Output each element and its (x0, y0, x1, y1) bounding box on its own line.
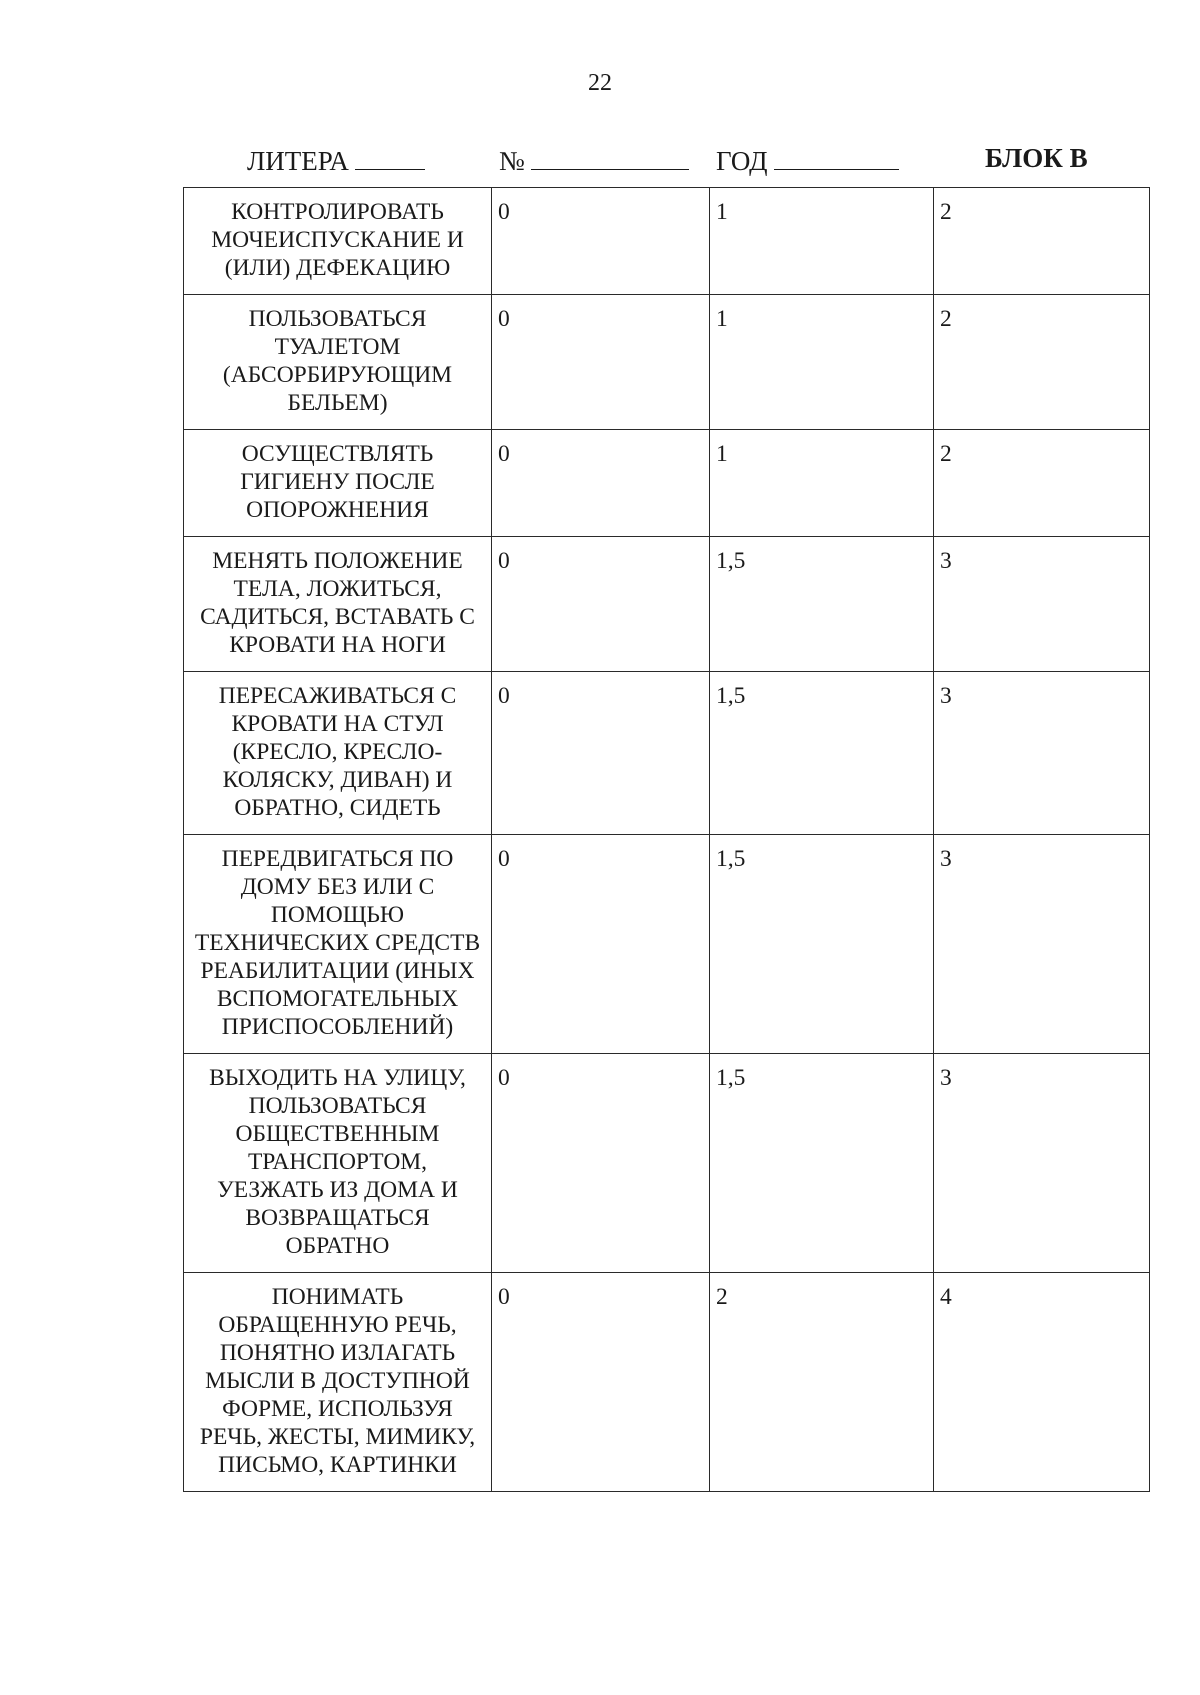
score-cell: 2 (934, 188, 1150, 295)
activity-line: КРОВАТИ НА СТУЛ (231, 711, 444, 737)
score-cell: 1 (710, 295, 934, 430)
score-cell: 0 (492, 537, 710, 672)
assessment-table (183, 187, 1150, 1492)
activity-line: ПОЛЬЗОВАТЬСЯ (248, 306, 427, 332)
score-cell: 2 (710, 1273, 934, 1492)
page-number: 22 (588, 70, 612, 96)
block-label: БЛОК В (985, 143, 1088, 173)
number-field (499, 143, 689, 177)
score-cell: 1 (710, 430, 934, 537)
form-header (0, 143, 1200, 177)
activity-line: МОЧЕИСПУСКАНИЕ И (211, 227, 464, 253)
activity-line: (АБСОРБИРУЮЩИМ (222, 362, 453, 388)
table-row (184, 1054, 1150, 1273)
table-row (184, 835, 1150, 1054)
activity-line: РЕЧЬ, ЖЕСТЫ, МИМИКУ, (199, 1424, 476, 1450)
score-cell: 3 (934, 672, 1150, 835)
activity-line: ВОЗВРАЩАТЬСЯ (245, 1205, 430, 1231)
score-cell: 0 (492, 430, 710, 537)
activity-line: (КРЕСЛО, КРЕСЛО- (232, 739, 443, 765)
activity-line: ПОМОЩЬЮ (270, 902, 405, 928)
score-cell: 4 (934, 1273, 1150, 1492)
score-cell: 0 (492, 1054, 710, 1273)
activity-cell (184, 537, 492, 672)
score-cell: 2 (934, 295, 1150, 430)
table-row (184, 537, 1150, 672)
score-cell: 0 (492, 835, 710, 1054)
assessment-table-wrap (183, 187, 1149, 1492)
score-cell: 0 (492, 672, 710, 835)
table-row (184, 672, 1150, 835)
activity-line: ОБЩЕСТВЕННЫМ (235, 1121, 440, 1147)
year-field (716, 143, 899, 177)
activity-cell (184, 672, 492, 835)
activity-line: ВЫХОДИТЬ НА УЛИЦУ, (209, 1065, 466, 1091)
score-cell: 3 (934, 835, 1150, 1054)
score-cell: 1,5 (710, 537, 934, 672)
score-cell: 3 (934, 1054, 1150, 1273)
litera-label: ЛИТЕРА (247, 146, 349, 176)
activity-line: ТЕХНИЧЕСКИХ СРЕДСТВ (194, 930, 481, 956)
activity-line: ТРАНСПОРТОМ, (247, 1149, 428, 1175)
litera-blank (355, 143, 425, 170)
activity-line: ОБРАТНО, СИДЕТЬ (234, 795, 441, 821)
activity-line: ПОЛЬЗОВАТЬСЯ (248, 1093, 427, 1119)
activity-line: ОПОРОЖНЕНИЯ (246, 497, 429, 523)
score-cell: 1,5 (710, 1054, 934, 1273)
score-cell: 0 (492, 1273, 710, 1492)
score-cell: 0 (492, 295, 710, 430)
assessment-table-body (184, 188, 1150, 1492)
table-row (184, 430, 1150, 537)
activity-line: ПОНЯТНО ИЗЛАГАТЬ (219, 1340, 456, 1366)
activity-line: ТУАЛЕТОМ (274, 334, 401, 360)
table-row (184, 188, 1150, 295)
score-cell: 2 (934, 430, 1150, 537)
activity-line: МЕНЯТЬ ПОЛОЖЕНИЕ (212, 548, 463, 574)
activity-line: БЕЛЬЕМ) (287, 390, 388, 416)
litera-field (247, 143, 425, 177)
activity-line: (ИЛИ) ДЕФЕКАЦИЮ (224, 255, 451, 281)
activity-line: КРОВАТИ НА НОГИ (229, 632, 446, 658)
activity-line: ФОРМЕ, ИСПОЛЬЗУЯ (222, 1396, 453, 1422)
activity-line: КОЛЯСКУ, ДИВАН) И (222, 767, 453, 793)
score-cell: 0 (492, 188, 710, 295)
activity-line: САДИТЬСЯ, ВСТАВАТЬ С (200, 604, 475, 630)
number-blank (531, 143, 689, 170)
activity-cell (184, 188, 492, 295)
score-cell: 1,5 (710, 672, 934, 835)
activity-cell (184, 835, 492, 1054)
score-cell: 1,5 (710, 835, 934, 1054)
activity-line: ОСУЩЕСТВЛЯТЬ (241, 441, 434, 467)
activity-cell (184, 1273, 492, 1492)
activity-line: РЕАБИЛИТАЦИИ (ИНЫХ (200, 958, 475, 984)
table-row (184, 1273, 1150, 1492)
number-label: № (499, 146, 525, 176)
activity-line: ОБРАТНО (285, 1233, 390, 1259)
activity-line: КОНТРОЛИРОВАТЬ (231, 199, 444, 225)
activity-line: ГИГИЕНУ ПОСЛЕ (240, 469, 435, 495)
activity-line: ОБРАЩЕННУЮ РЕЧЬ, (218, 1312, 457, 1338)
activity-line: УЕЗЖАТЬ ИЗ ДОМА И (217, 1177, 458, 1203)
activity-cell (184, 295, 492, 430)
year-blank (774, 143, 899, 170)
activity-line: ПЕРЕДВИГАТЬСЯ ПО (221, 846, 454, 872)
activity-line: ВСПОМОГАТЕЛЬНЫХ (216, 986, 459, 1012)
score-cell: 3 (934, 537, 1150, 672)
activity-line: ПЕРЕСАЖИВАТЬСЯ С (218, 683, 457, 709)
score-cell: 1 (710, 188, 934, 295)
activity-cell (184, 1054, 492, 1273)
activity-line: МЫСЛИ В ДОСТУПНОЙ (205, 1368, 470, 1394)
activity-cell (184, 430, 492, 537)
activity-line: ПИСЬМО, КАРТИНКИ (218, 1452, 457, 1478)
table-row (184, 295, 1150, 430)
activity-line: ПРИСПОСОБЛЕНИЙ) (221, 1014, 454, 1040)
year-label: ГОД (716, 146, 768, 176)
activity-line: ТЕЛА, ЛОЖИТЬСЯ, (233, 576, 442, 602)
activity-line: ПОНИМАТЬ (271, 1284, 404, 1310)
activity-line: ДОМУ БЕЗ ИЛИ С (240, 874, 435, 900)
